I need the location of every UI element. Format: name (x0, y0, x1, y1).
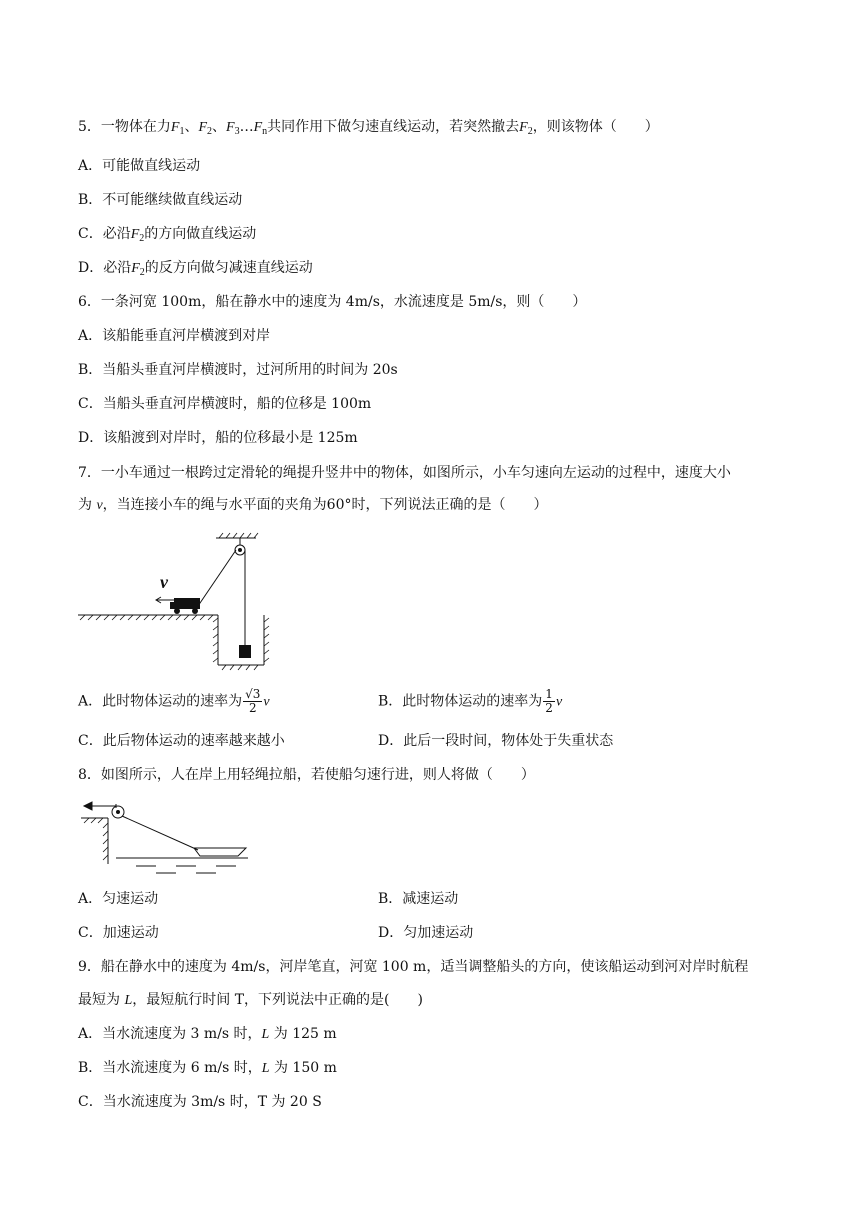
var-fn: $F_n$ (253, 120, 268, 137)
q9-stem-b: ，最短航行时间 T，下列说法中正确的是( ) (132, 992, 423, 1008)
car-body (174, 598, 200, 609)
q5-option-d (78, 258, 313, 283)
q5-text-c: ，则该物体（ ） (532, 119, 659, 135)
var-v-b: v (555, 694, 563, 710)
block-in-well (239, 645, 251, 658)
q5-option-c (78, 224, 256, 249)
q5-sep-2: 、 (212, 119, 227, 135)
figure-car-pulley-well (76, 530, 276, 675)
var-f2: $F_2$ (198, 120, 213, 137)
q5-c-post: 的方向做直线运动 (144, 226, 257, 242)
q5-d-pre: D．必沿 (78, 260, 132, 276)
q7-a-pre: A．此时物体运动的速率为 (78, 693, 243, 710)
question-7-stem-line2 (78, 495, 548, 516)
q9-option-b (78, 1058, 337, 1079)
q7-option-a (78, 688, 270, 715)
q5-d-post: 的反方向做匀减速直线运动 (144, 260, 313, 276)
question-9-stem-line1: 9．船在静水中的速度为 4m/s，河岸笔直，河宽 100 m，适当调整船头的方向，使该船运动到河对岸时航程 (78, 959, 749, 975)
q6-option-b: B．当船头垂直河岸横渡时，过河所用的时间为 20s (78, 362, 398, 378)
q9-option-a (78, 1024, 337, 1045)
question-9-stem-line2 (78, 990, 423, 1011)
q7-option-c: C．此后物体运动的速率越来越小 (78, 733, 285, 749)
q7-option-b (378, 688, 562, 715)
q5-ellipsis: … (239, 119, 254, 135)
q5-option-b: B．不可能继续做直线运动 (78, 192, 243, 208)
question-6-stem: 6．一条河宽 100m，船在静水中的速度为 4m/s，水流速度是 5m/s，则（ ） (78, 294, 587, 310)
var-v-a: v (263, 694, 270, 710)
q7-b-pre: B．此时物体运动的速率为 (378, 693, 543, 710)
var-f1: $F_1$ (170, 120, 185, 137)
q7-stem-b: ，当连接小车的绳与水平面的夹角为60°时，下列说法正确的是（ ） (102, 497, 548, 513)
q7-option-d: D．此后一段时间，物体处于失重状态 (378, 733, 614, 749)
q6-option-c: C．当船头垂直河岸横渡时，船的位移是 100m (78, 396, 372, 412)
q7-stem-a: 为 (78, 497, 97, 513)
var-l-b: L (261, 1061, 270, 1076)
fraction-1-over-2: $\frac{1}{2}$ (545, 687, 553, 715)
q5-sep-1: 、 (184, 119, 199, 135)
var-l-a: L (261, 1027, 270, 1042)
q9-a-a: A．当水流速度为 3 m/s 时， (78, 1026, 262, 1042)
q5-c-pre: C．必沿 (78, 226, 131, 242)
q9-b-a: B．当水流速度为 6 m/s 时， (78, 1060, 262, 1076)
q5-text-b: 共同作用下做匀速直线运动，若突然撤去 (267, 119, 520, 135)
var-l: L (124, 993, 133, 1008)
figure-v-label: v (160, 572, 168, 592)
var-f2-c: $F_2$ (130, 227, 145, 244)
q9-stem-a: 最短为 (78, 992, 125, 1008)
var-f2-b: $F_2$ (519, 120, 533, 137)
q9-b-b: 为 150 m (269, 1060, 337, 1076)
var-v: v (96, 498, 103, 513)
q8-option-d: D．匀加速运动 (378, 925, 474, 941)
question-7-stem-line1: 7．一小车通过一根跨过定滑轮的绳提升竖井中的物体，如图所示，小车匀速向左运动的过程中，速度大小 (78, 465, 731, 481)
var-f2-d: $F_2$ (131, 261, 145, 278)
q6-option-a: A．该船能垂直河岸横渡到对岸 (78, 328, 271, 344)
question-5-stem (78, 117, 659, 142)
q5-text-a: 5．一物体在力 (78, 119, 171, 135)
q6-option-d: D．该船渡到对岸时，船的位移最小是 125m (78, 430, 358, 446)
q5-option-a: A．可能做直线运动 (78, 158, 201, 174)
figure-rope-boat (76, 792, 251, 882)
fraction-sqrt3-over-2: $\frac{√3}{2}$ (245, 687, 261, 715)
q8-option-a: A．匀速运动 (78, 891, 159, 907)
q9-option-c: C．当水流速度为 3m/s 时，T 为 20 S (78, 1094, 322, 1110)
q8-option-c: C．加速运动 (78, 925, 159, 941)
q8-option-b: B．减速运动 (378, 891, 459, 907)
question-8-stem: 8．如图所示，人在岸上用轻绳拉船，若使船匀速行进，则人将做（ ） (78, 767, 535, 783)
var-f3: $F_3$ (226, 120, 240, 137)
q9-a-b: 为 125 m (269, 1026, 337, 1042)
